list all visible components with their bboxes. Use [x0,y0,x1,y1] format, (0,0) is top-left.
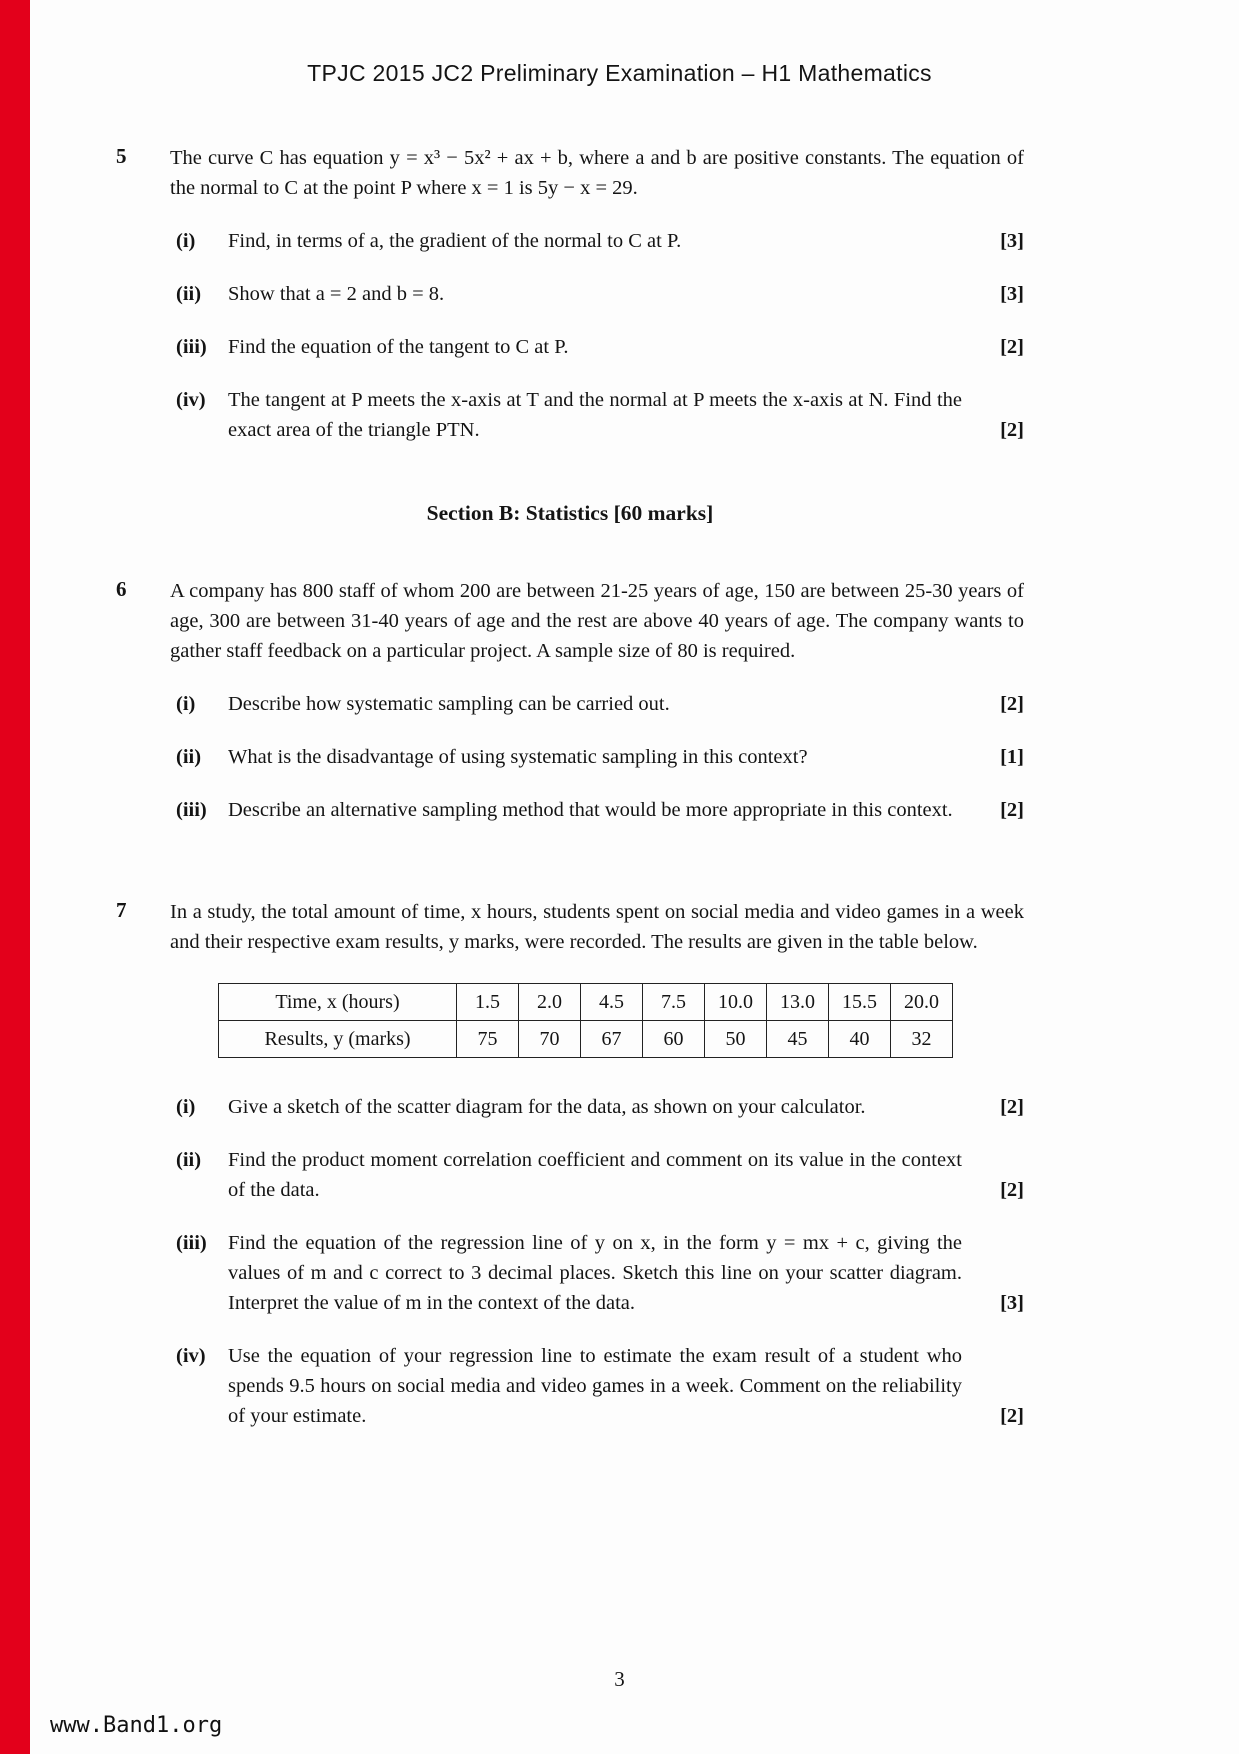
question-stem: A company has 800 staff of whom 200 are between 21-25 years of age, 150 are between 25-30 years of age, 300 are between 31-40 years of age and the rest are above 40 years of age. The company wants to gather staff feedback on a particular project. A sample size of 80 is required. [170,580,1024,662]
question-part [176,1228,1024,1318]
question-part [176,742,1024,772]
part-marks: [3] [1000,230,1024,252]
part-marks: [1] [1000,746,1024,768]
row-header: Results, y (marks) [219,1021,457,1058]
question-part [176,385,1024,445]
section-b-heading: Section B: Statistics [60 marks] [426,501,714,525]
question-part [176,1145,1024,1205]
question-part [176,1092,1024,1122]
table-cell: 10.0 [705,984,767,1021]
row-header: Time, x (hours) [219,984,457,1021]
part-text: Find the equation of the tangent to C at P. [228,336,569,358]
part-marks: [3] [1000,283,1024,305]
table-row [219,984,953,1021]
table-cell: 60 [643,1021,705,1058]
table-cell: 50 [705,1021,767,1058]
table-cell: 1.5 [457,984,519,1021]
part-marks: [2] [1000,419,1024,441]
table-cell: 2.0 [519,984,581,1021]
part-label: (i) [176,693,196,715]
part-marks: [2] [1000,1096,1024,1118]
part-marks: [2] [1000,1405,1024,1427]
part-marks: [2] [1000,799,1024,821]
part-text: Find the product moment correlation coefficient and comment on its value in the context of the data. [228,1149,962,1201]
part-text: The tangent at P meets the x-axis at T and the normal at P meets the x-axis at N. Find the exact area of the triangle PTN. [228,389,962,441]
footer-url: www.Band1.org [50,1713,223,1738]
part-label: (iv) [176,1345,206,1367]
question-part [176,279,1024,309]
question-part [176,1341,1024,1431]
part-label: (i) [176,230,196,252]
part-marks: [2] [1000,336,1024,358]
part-label: (ii) [176,1149,202,1171]
question-stem: In a study, the total amount of time, x hours, students spent on social media and video games in a week and their respective exam results, y marks, were recorded. The results are given in the table below. [170,901,1024,953]
table-cell: 45 [767,1021,829,1058]
question-part [176,689,1024,719]
part-label: (iii) [176,1232,207,1254]
table-cell: 7.5 [643,984,705,1021]
question-5 [116,143,1024,445]
part-label: (iv) [176,389,206,411]
question-part [176,795,1024,825]
table-cell: 4.5 [581,984,643,1021]
page-number: 3 [614,1667,625,1691]
part-text: Find the equation of the regression line of y on x, in the form y = mx + c, giving the values of m and c correct to 3 decimal places. Sketch this line on your scatter diagram. Interpret the value of m in the context of the data. [228,1232,962,1314]
table-cell: 67 [581,1021,643,1058]
question-7 [116,897,1024,1431]
page-content [116,143,1024,1431]
part-label: (ii) [176,746,202,768]
question-6 [116,576,1024,825]
part-marks: [2] [1000,1179,1024,1201]
data-table [218,983,953,1058]
part-text: Find, in terms of a, the gradient of the normal to C at P. [228,230,682,252]
page-title: TPJC 2015 JC2 Preliminary Examination – H1 Mathematics [307,60,932,86]
part-label: (iii) [176,336,207,358]
table-cell: 32 [891,1021,953,1058]
question-number: 6 [116,577,127,601]
table-cell: 75 [457,1021,519,1058]
part-marks: [2] [1000,693,1024,715]
part-text: Describe an alternative sampling method that would be more appropriate in this context. [228,799,953,821]
table-cell: 13.0 [767,984,829,1021]
part-text: Use the equation of your regression line to estimate the exam result of a student who spends 9.5 hours on social media and video games in a week. Comment on the reliability of your estimate. [228,1345,962,1427]
left-red-bar [0,0,30,1754]
question-part [176,226,1024,256]
table-cell: 15.5 [829,984,891,1021]
table-cell: 40 [829,1021,891,1058]
part-text: Give a sketch of the scatter diagram for the data, as shown on your calculator. [228,1096,866,1118]
part-label: (iii) [176,799,207,821]
part-text: Show that a = 2 and b = 8. [228,283,445,305]
table-row [219,1021,953,1058]
question-number: 7 [116,898,127,922]
part-label: (ii) [176,283,202,305]
table-cell: 70 [519,1021,581,1058]
question-part [176,332,1024,362]
part-text: Describe how systematic sampling can be carried out. [228,693,670,715]
part-label: (i) [176,1096,196,1118]
part-marks: [3] [1000,1292,1024,1314]
table-cell: 20.0 [891,984,953,1021]
part-text: What is the disadvantage of using systematic sampling in this context? [228,746,808,768]
question-number: 5 [116,144,127,168]
question-stem: The curve C has equation y = x³ − 5x² + ax + b, where a and b are positive constants. The equation of the normal to C at the point P where x = 1 is 5y − x = 29. [170,147,1024,199]
